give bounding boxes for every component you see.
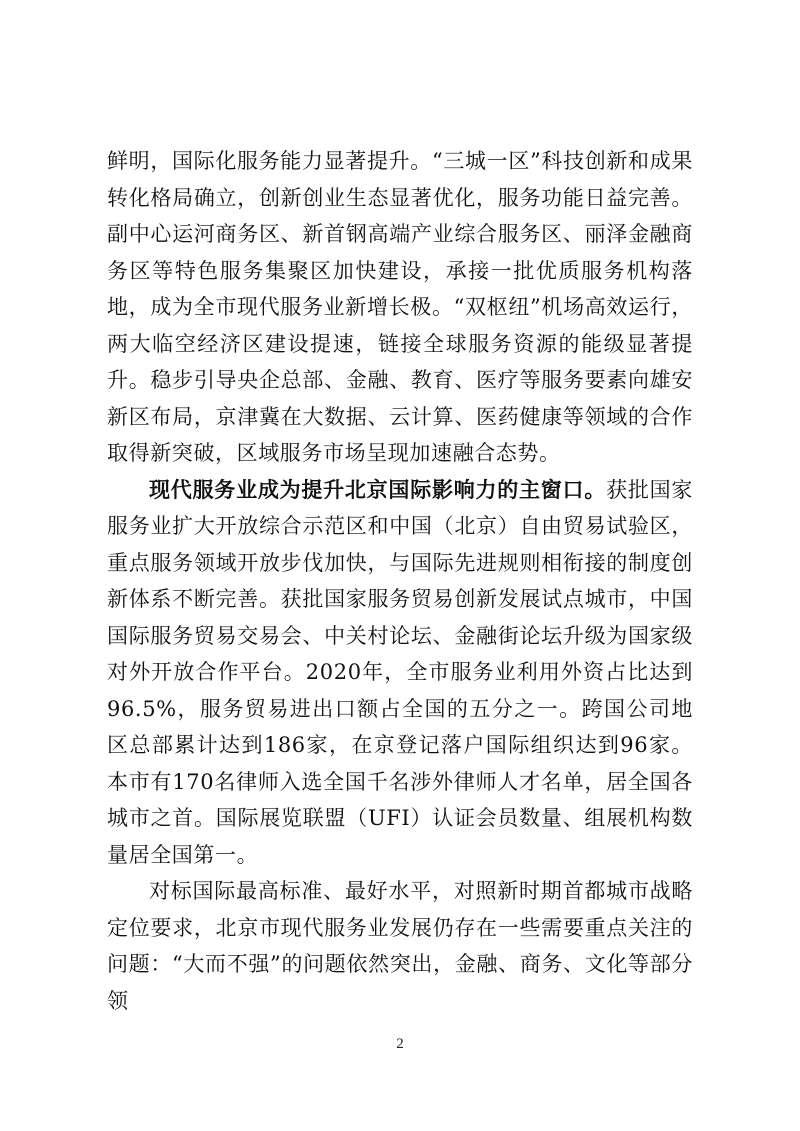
paragraph-1-text: 鲜明，国际化服务能力显著提升。“三城一区”科技创新和成果转化格局确立，创新创业生态显著优化，服务功能日益完善。副中心运河商务区、新首钢高端产业综合服务区、丽泽金融商务区等特色服务集聚区加快建设，承接一批优质服务机构落地，成为全市现代服务业新增长极。“双枢纽”机场高效运行，两大临空经济区建设提速，链接全球服务资源的能级显著提升。稳步引导央企总部、金融、教育、医疗等服务要素向雄安新区布局，京津冀在大数据、云计算、医药健康等领域的合作取得新突破，区域服务市场呈现加速融合态势。 [107,149,693,465]
paragraph-2-text: 获批国家服务业扩大开放综合示范区和中国（北京）自由贸易试验区，重点服务领域开放步伐加快，与国际先进规则相衔接的制度创新体系不断完善。获批国家服务贸易创新发展试点城市，中国国际服务贸易交易会、中关村论坛、金融街论坛升级为国家级对外开放合作平台。2020年，全市服务业利用外资占比达到96.5%，服务贸易进出口额占全国的五分之一。跨国公司地区总部累计达到186家，在京登记落户国际组织达到96家。本市有170名律师入选全国千名涉外律师人才名单，居全国各城市之首。国际展览联盟（UFI）认证会员数量、组展机构数量居全国第一。 [107,477,693,867]
paragraph-2-heading: 现代服务业成为提升北京国际影响力的主窗口。 [149,477,607,502]
body-text [107,143,693,1019]
page-number: 2 [396,1036,404,1052]
paragraph-2 [107,472,693,874]
paragraph-3 [107,873,693,1019]
paragraph-1 [107,143,693,472]
paragraph-3-text: 对标国际最高标准、最好水平，对照新时期首都城市战略定位要求，北京市现代服务业发展仍存在一些需要重点关注的问题：“大而不强”的问题依然突出，金融、商务、文化等部分领 [107,879,693,1013]
